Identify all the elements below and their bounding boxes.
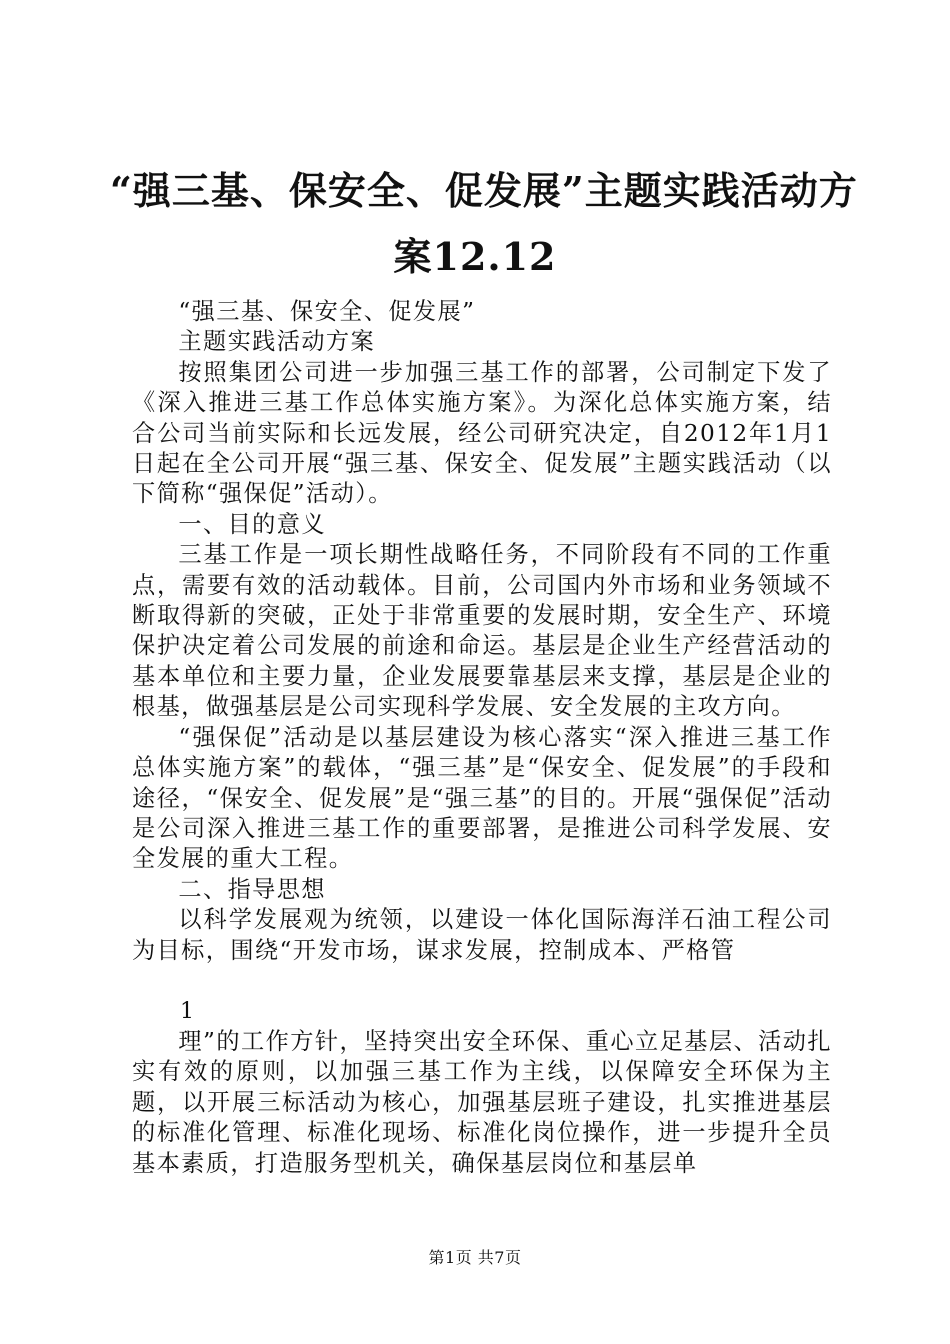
guiding-ideology-paragraph-start: 以科学发展观为统领，以建设一体化国际海洋石油工程公司为目标，围绕“开发市场，谋求发展，控制成本、严格管	[132, 906, 832, 964]
page-footer: 第1页 共7页	[428, 1248, 522, 1267]
document-body-part-1	[132, 297, 832, 966]
section-heading-purpose: 一、目的意义	[178, 510, 326, 538]
purpose-paragraph-1: 三基工作是一项长期性战略任务，不同阶段有不同的工作重点，需要有效的活动载体。目前，公司国内外市场和业务领域不断取得新的突破，正处于非常重要的发展时期，安全生产、环境保护决定着公司发展的前途和命运。基层是企业生产经营活动的基本单位和主要力量，企业发展要靠基层来支撑，基层是企业的根基，做强基层是公司实现科学发展、安全发展的主攻方向。	[132, 541, 832, 721]
purpose-paragraph-2: “强保促”活动是以基层建设为核心落实“深入推进三基工作总体实施方案”的载体，“强三基”是“保安全、促发展”的手段和途径，“保安全、促发展”是“强三基”的目的。开展“强保促”活动是公司深入推进三基工作的重要部署，是推进公司科学发展、安全发展的重大工程。	[132, 723, 832, 873]
document-title-line-2: 案12.12	[393, 234, 557, 279]
document-title-line-1: “强三基、保安全、促发展”主题实践活动方	[110, 168, 858, 213]
section-heading-guiding-ideology: 二、指导思想	[178, 875, 326, 903]
inline-page-number: 1	[180, 999, 194, 1024]
subtitle-line-1: “强三基、保安全、促发展”	[178, 298, 476, 325]
intro-paragraph: 按照集团公司进一步加强三基工作的部署，公司制定下发了《深入推进三基工作总体实施方案》。为深化总体实施方案，结合公司当前实际和长远发展，经公司研究决定，自2012年1月1日起在全公司开展“强三基、保安全、促发展”主题实践活动（以下简称“强保促”活动）。	[132, 358, 832, 508]
subtitle-line-2: 主题实践活动方案	[178, 328, 376, 356]
document-body-part-2	[132, 1027, 832, 1179]
guiding-ideology-paragraph-continued: 理”的工作方针，坚持突出安全环保、重心立足基层、活动扎实有效的原则，以加强三基工作为主线，以保障安全环保为主题，以开展三标活动为核心，加强基层班子建设，扎实推进基层的标准化管理、标准化现场、标准化岗位操作，进一步提升全员基本素质，打造服务型机关，确保基层岗位和基层单	[132, 1028, 832, 1177]
